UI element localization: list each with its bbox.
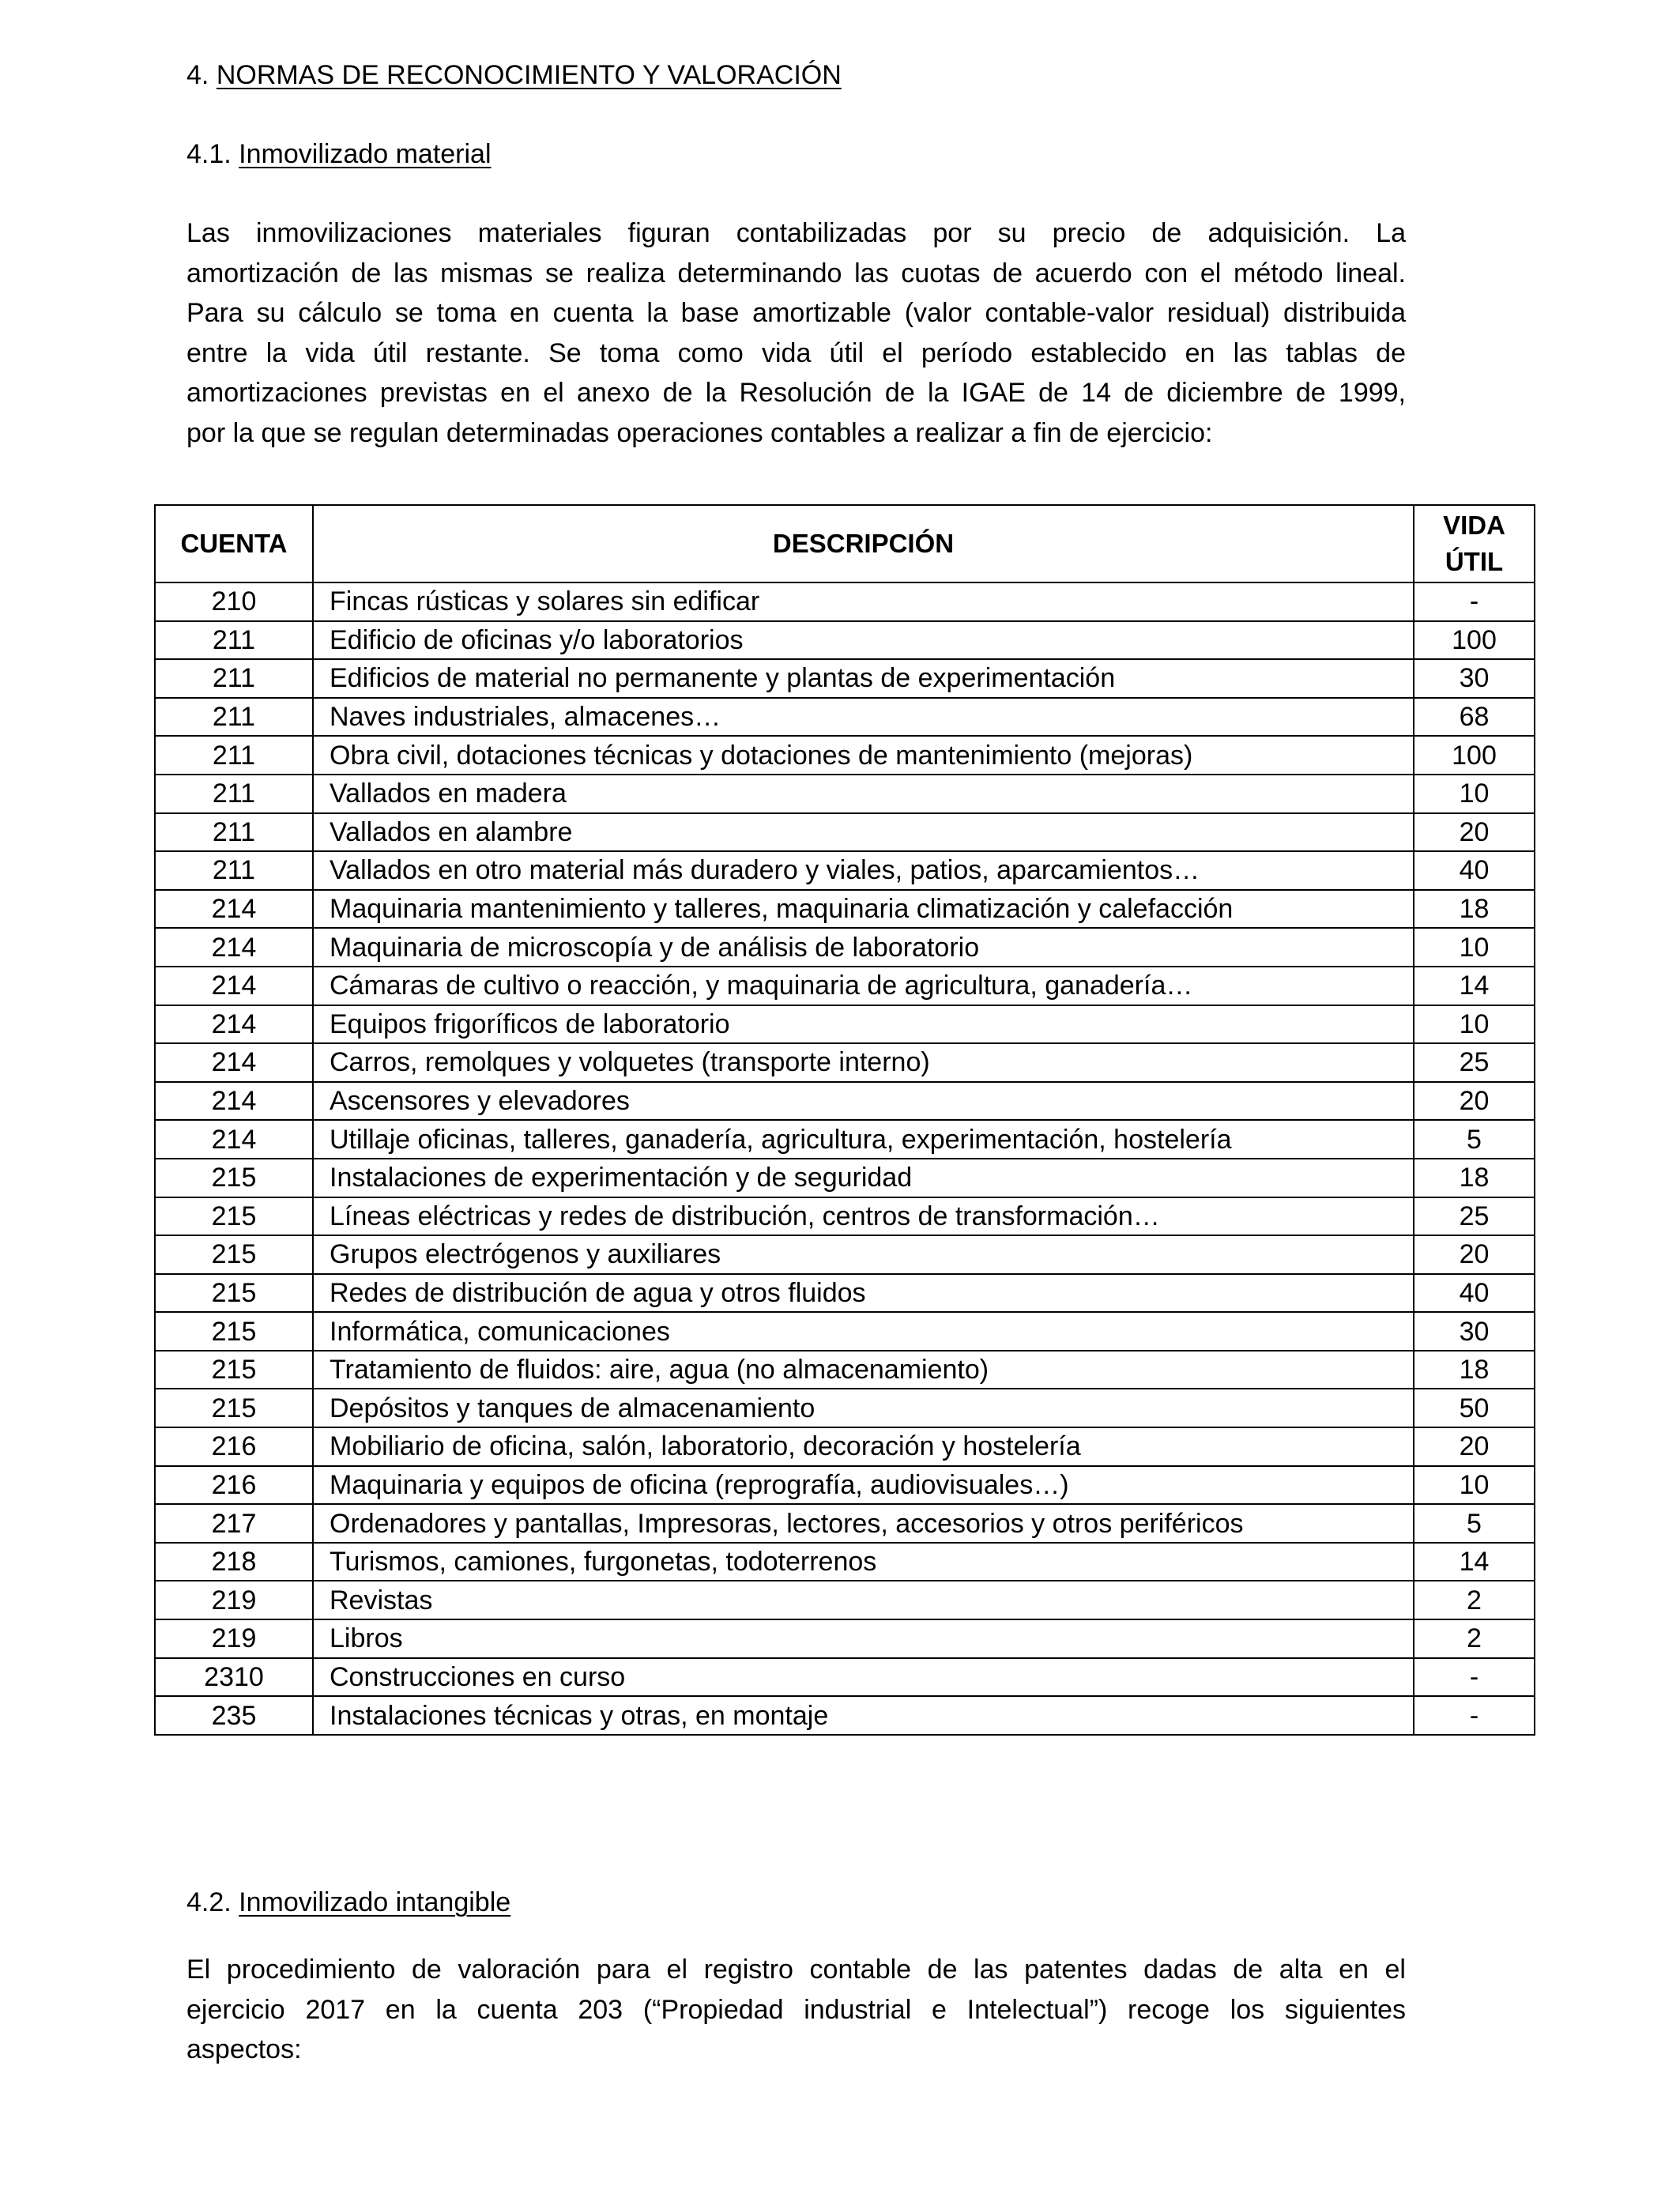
cell-cuenta: 217 bbox=[155, 1504, 313, 1543]
cell-vida-util: 30 bbox=[1414, 1312, 1535, 1351]
cell-vida-util: 68 bbox=[1414, 698, 1535, 737]
cell-descripcion: Maquinaria de microscopía y de análisis de laboratorio bbox=[313, 928, 1414, 967]
header-descripcion: DESCRIPCIÓN bbox=[313, 505, 1414, 582]
section-4-heading bbox=[186, 60, 842, 91]
cell-vida-util: 20 bbox=[1414, 813, 1535, 852]
cell-cuenta: 215 bbox=[155, 1389, 313, 1427]
section-4-1-paragraph bbox=[186, 213, 1406, 453]
header-cuenta: CUENTA bbox=[155, 505, 313, 582]
cell-descripcion: Líneas eléctricas y redes de distribución, centros de transformación… bbox=[313, 1197, 1414, 1236]
cell-descripcion: Carros, remolques y volquetes (transporte interno) bbox=[313, 1043, 1414, 1082]
paragraph-line: entre la vida útil restante. Se toma como vida útil el período establecido en las tablas de bbox=[186, 337, 1406, 368]
table-row bbox=[155, 775, 1535, 813]
cell-descripcion: Instalaciones de experimentación y de seguridad bbox=[313, 1159, 1414, 1197]
table-row bbox=[155, 890, 1535, 929]
cell-cuenta: 214 bbox=[155, 1120, 313, 1159]
cell-vida-util: 40 bbox=[1414, 1274, 1535, 1313]
cell-vida-util: 30 bbox=[1414, 659, 1535, 698]
cell-vida-util: 2 bbox=[1414, 1581, 1535, 1619]
amortization-table bbox=[154, 504, 1535, 1736]
cell-cuenta: 215 bbox=[155, 1312, 313, 1351]
cell-descripcion: Ordenadores y pantallas, Impresoras, lectores, accesorios y otros periféricos bbox=[313, 1504, 1414, 1543]
cell-descripcion: Revistas bbox=[313, 1581, 1414, 1619]
cell-vida-util: 100 bbox=[1414, 736, 1535, 775]
cell-cuenta: 214 bbox=[155, 890, 313, 929]
table-row bbox=[155, 1543, 1535, 1581]
cell-vida-util: 18 bbox=[1414, 1159, 1535, 1197]
table-row bbox=[155, 1696, 1535, 1735]
cell-vida-util: 20 bbox=[1414, 1082, 1535, 1121]
cell-descripcion: Grupos electrógenos y auxiliares bbox=[313, 1235, 1414, 1274]
cell-cuenta: 211 bbox=[155, 659, 313, 698]
table-row bbox=[155, 1351, 1535, 1389]
cell-cuenta: 211 bbox=[155, 621, 313, 660]
table-row bbox=[155, 1466, 1535, 1505]
cell-cuenta: 215 bbox=[155, 1159, 313, 1197]
cell-vida-util: 10 bbox=[1414, 1466, 1535, 1505]
cell-cuenta: 219 bbox=[155, 1581, 313, 1619]
cell-descripcion: Turismos, camiones, furgonetas, todoterrenos bbox=[313, 1543, 1414, 1581]
cell-vida-util: 5 bbox=[1414, 1120, 1535, 1159]
cell-vida-util: - bbox=[1414, 1696, 1535, 1735]
cell-cuenta: 215 bbox=[155, 1235, 313, 1274]
section-4-title: NORMAS DE RECONOCIMIENTO Y VALORACIÓN bbox=[216, 60, 842, 90]
table-row bbox=[155, 1235, 1535, 1274]
cell-cuenta: 211 bbox=[155, 736, 313, 775]
header-vida-util bbox=[1414, 505, 1535, 582]
cell-cuenta: 216 bbox=[155, 1427, 313, 1466]
cell-vida-util: 10 bbox=[1414, 1005, 1535, 1044]
paragraph-line: Las inmovilizaciones materiales figuran contabilizadas por su precio de adquisición. La bbox=[186, 218, 1406, 248]
cell-vida-util: 40 bbox=[1414, 851, 1535, 890]
section-4-2-paragraph bbox=[186, 1950, 1406, 2070]
cell-descripcion: Obra civil, dotaciones técnicas y dotaciones de mantenimiento (mejoras) bbox=[313, 736, 1414, 775]
cell-descripcion: Construcciones en curso bbox=[313, 1658, 1414, 1697]
cell-cuenta: 211 bbox=[155, 813, 313, 852]
table-row bbox=[155, 1043, 1535, 1082]
cell-vida-util: 20 bbox=[1414, 1235, 1535, 1274]
paragraph-line: amortizaciones previstas en el anexo de la Resolución de la IGAE de 14 de diciembre de 1999, bbox=[186, 378, 1406, 408]
cell-vida-util: - bbox=[1414, 1658, 1535, 1697]
cell-cuenta: 214 bbox=[155, 1043, 313, 1082]
cell-vida-util: 25 bbox=[1414, 1197, 1535, 1236]
paragraph-line: ejercicio 2017 en la cuenta 203 (“Propiedad industrial e Intelectual”) recoge los siguientes bbox=[186, 1994, 1406, 2025]
cell-descripcion: Tratamiento de fluidos: aire, agua (no almacenamiento) bbox=[313, 1351, 1414, 1389]
cell-vida-util: 100 bbox=[1414, 621, 1535, 660]
cell-vida-util: 18 bbox=[1414, 1351, 1535, 1389]
header-vida-line2: ÚTIL bbox=[1445, 547, 1504, 576]
paragraph-line: aspectos: bbox=[186, 2034, 302, 2064]
table-row bbox=[155, 1197, 1535, 1236]
cell-vida-util: - bbox=[1414, 582, 1535, 621]
table-row bbox=[155, 621, 1535, 660]
paragraph-line: El procedimiento de valoración para el registro contable de las patentes dadas de alta en el bbox=[186, 1955, 1406, 1985]
table-header-row bbox=[155, 505, 1535, 582]
cell-cuenta: 219 bbox=[155, 1619, 313, 1658]
cell-cuenta: 211 bbox=[155, 775, 313, 813]
cell-descripcion: Libros bbox=[313, 1619, 1414, 1658]
section-4-1-heading bbox=[186, 139, 492, 170]
section-4-1-title: Inmovilizado material bbox=[239, 139, 492, 169]
table-row bbox=[155, 967, 1535, 1005]
table-row bbox=[155, 928, 1535, 967]
cell-cuenta: 215 bbox=[155, 1197, 313, 1236]
paragraph-line: por la que se regulan determinadas operaciones contables a realizar a fin de ejercicio: bbox=[186, 417, 1213, 448]
table-row bbox=[155, 1581, 1535, 1619]
table-row bbox=[155, 736, 1535, 775]
table-row bbox=[155, 1082, 1535, 1121]
cell-cuenta: 235 bbox=[155, 1696, 313, 1735]
cell-cuenta: 215 bbox=[155, 1274, 313, 1313]
cell-cuenta: 214 bbox=[155, 1005, 313, 1044]
table-row bbox=[155, 1504, 1535, 1543]
cell-descripcion: Equipos frigoríficos de laboratorio bbox=[313, 1005, 1414, 1044]
section-4-number: 4. bbox=[186, 60, 217, 90]
cell-vida-util: 5 bbox=[1414, 1504, 1535, 1543]
cell-cuenta: 216 bbox=[155, 1466, 313, 1505]
section-4-2-title: Inmovilizado intangible bbox=[239, 1887, 511, 1917]
cell-vida-util: 14 bbox=[1414, 1543, 1535, 1581]
table-row bbox=[155, 813, 1535, 852]
cell-cuenta: 215 bbox=[155, 1351, 313, 1389]
cell-descripcion: Instalaciones técnicas y otras, en montaje bbox=[313, 1696, 1414, 1735]
table-row bbox=[155, 1159, 1535, 1197]
cell-descripcion: Maquinaria y equipos de oficina (reprografía, audiovisuales…) bbox=[313, 1466, 1414, 1505]
cell-descripcion: Depósitos y tanques de almacenamiento bbox=[313, 1389, 1414, 1427]
table-row bbox=[155, 1005, 1535, 1044]
section-4-2-heading bbox=[186, 1887, 510, 1918]
cell-descripcion: Vallados en madera bbox=[313, 775, 1414, 813]
cell-descripcion: Ascensores y elevadores bbox=[313, 1082, 1414, 1121]
cell-vida-util: 2 bbox=[1414, 1619, 1535, 1658]
cell-descripcion: Edificios de material no permanente y plantas de experimentación bbox=[313, 659, 1414, 698]
cell-cuenta: 210 bbox=[155, 582, 313, 621]
cell-vida-util: 10 bbox=[1414, 928, 1535, 967]
table-row bbox=[155, 851, 1535, 890]
cell-descripcion: Utillaje oficinas, talleres, ganadería, agricultura, experimentación, hostelería bbox=[313, 1120, 1414, 1159]
cell-descripcion: Edificio de oficinas y/o laboratorios bbox=[313, 621, 1414, 660]
cell-vida-util: 25 bbox=[1414, 1043, 1535, 1082]
cell-vida-util: 50 bbox=[1414, 1389, 1535, 1427]
cell-vida-util: 18 bbox=[1414, 890, 1535, 929]
paragraph-line: Para su cálculo se toma en cuenta la base amortizable (valor contable-valor residual) distribuida bbox=[186, 298, 1406, 328]
cell-descripcion: Vallados en alambre bbox=[313, 813, 1414, 852]
cell-cuenta: 218 bbox=[155, 1543, 313, 1581]
header-vida-line1: VIDA bbox=[1443, 511, 1505, 540]
cell-cuenta: 2310 bbox=[155, 1658, 313, 1697]
table-row bbox=[155, 698, 1535, 737]
cell-descripcion: Maquinaria mantenimiento y talleres, maquinaria climatización y calefacción bbox=[313, 890, 1414, 929]
table-row bbox=[155, 659, 1535, 698]
table-row bbox=[155, 1274, 1535, 1313]
table-row bbox=[155, 1120, 1535, 1159]
cell-descripcion: Cámaras de cultivo o reacción, y maquinaria de agricultura, ganadería… bbox=[313, 967, 1414, 1005]
table-row bbox=[155, 582, 1535, 621]
table-row bbox=[155, 1427, 1535, 1466]
cell-descripcion: Naves industriales, almacenes… bbox=[313, 698, 1414, 737]
cell-cuenta: 214 bbox=[155, 967, 313, 1005]
table-row bbox=[155, 1312, 1535, 1351]
table-row bbox=[155, 1658, 1535, 1697]
table-row bbox=[155, 1389, 1535, 1427]
cell-cuenta: 211 bbox=[155, 698, 313, 737]
cell-cuenta: 214 bbox=[155, 1082, 313, 1121]
cell-cuenta: 211 bbox=[155, 851, 313, 890]
cell-vida-util: 20 bbox=[1414, 1427, 1535, 1466]
cell-descripcion: Fincas rústicas y solares sin edificar bbox=[313, 582, 1414, 621]
cell-descripcion: Informática, comunicaciones bbox=[313, 1312, 1414, 1351]
cell-descripcion: Mobiliario de oficina, salón, laboratorio, decoración y hostelería bbox=[313, 1427, 1414, 1466]
cell-descripcion: Vallados en otro material más duradero y viales, patios, aparcamientos… bbox=[313, 851, 1414, 890]
cell-vida-util: 10 bbox=[1414, 775, 1535, 813]
cell-cuenta: 214 bbox=[155, 928, 313, 967]
paragraph-line: amortización de las mismas se realiza determinando las cuotas de acuerdo con el método lineal. bbox=[186, 258, 1406, 288]
table-body bbox=[155, 582, 1535, 1735]
section-4-2-number: 4.2. bbox=[186, 1887, 239, 1917]
section-4-1-number: 4.1. bbox=[186, 139, 239, 169]
cell-descripcion: Redes de distribución de agua y otros fluidos bbox=[313, 1274, 1414, 1313]
table-row bbox=[155, 1619, 1535, 1658]
cell-vida-util: 14 bbox=[1414, 967, 1535, 1005]
